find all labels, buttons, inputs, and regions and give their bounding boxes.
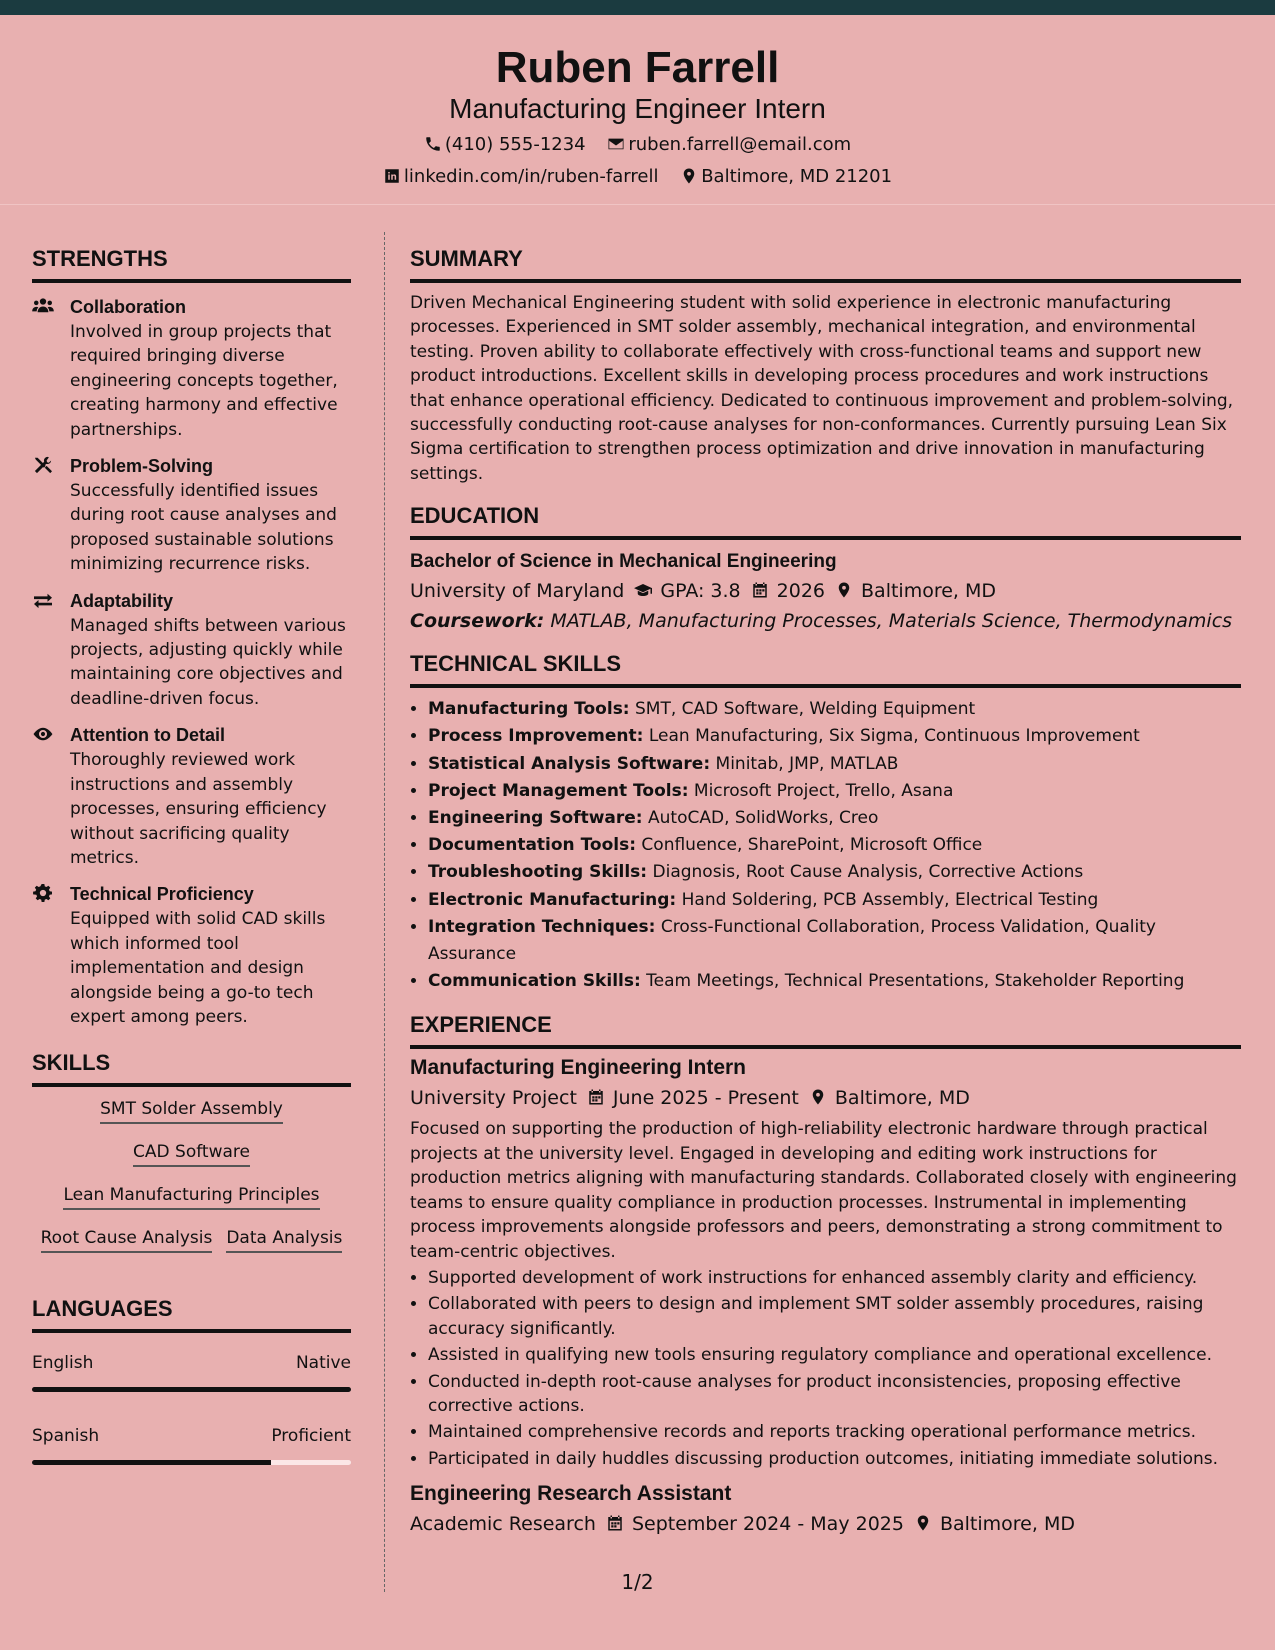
strength-title: Problem-Solving xyxy=(70,456,214,477)
skill-tag: SMT Solder Assembly xyxy=(100,1097,283,1124)
strength-title: Collaboration xyxy=(70,297,186,317)
technical-skills-heading: TECHNICAL SKILLS xyxy=(410,650,1241,688)
list-item: • Supported development of work instructions for enhanced assembly clarity and efficiency. xyxy=(428,1266,1241,1290)
language-level-fill xyxy=(32,1460,271,1465)
education-heading: EDUCATION xyxy=(410,502,1241,540)
language-item xyxy=(32,1351,351,1392)
skill-values: Minitab, JMP, MATLAB xyxy=(715,753,899,774)
coursework xyxy=(410,606,1241,636)
summary-heading: SUMMARY xyxy=(410,245,1241,283)
skill-category: Project Management Tools: xyxy=(428,780,689,801)
list-item xyxy=(428,751,1241,778)
list-item: • Conducted in-depth root-cause analyses for product inconsistencies, proposing effective corrective actions. xyxy=(428,1370,1241,1419)
strength-item xyxy=(32,882,351,1029)
tools-icon xyxy=(32,456,56,476)
calendar-icon xyxy=(606,1514,624,1532)
skill-category: Statistical Analysis Software: xyxy=(428,753,711,774)
technical-skills-list xyxy=(410,696,1241,995)
list-item xyxy=(428,832,1241,859)
right-column xyxy=(410,245,1241,1551)
strengths-heading: STRENGTHS xyxy=(32,245,351,283)
column-divider xyxy=(384,232,385,1592)
school-name: University of Maryland xyxy=(410,580,625,603)
coursework-label: Coursework: xyxy=(410,610,545,633)
summary-text: Driven Mechanical Engineering student with solid experience in electronic manufacturing processes. Experienced in SMT solder assembly, mechanical integration, and environmental testing. Proven ability to collaborate effectively with cross-functional teams and support new product introductions. Excellent skills in developing process procedures and work instructions that enhance operational efficiency. Dedicated to continuous improvement and problem-solving, successfully conducting root-cause analyses for non-conformances. Currently pursuing Lean Six Sigma certification to strengthen process optimization and drive innovation in manufacturing settings. xyxy=(410,293,1234,484)
list-item xyxy=(428,805,1241,832)
map-pin-icon xyxy=(914,1514,932,1532)
resume-header xyxy=(0,15,1275,205)
skill-tag: CAD Software xyxy=(133,1140,250,1167)
strength-item xyxy=(32,295,351,442)
job-bullets xyxy=(410,1266,1241,1471)
job-title: Engineering Research Assistant xyxy=(410,1482,732,1506)
phone-icon xyxy=(424,135,442,153)
map-pin-icon xyxy=(835,581,853,599)
summary-section xyxy=(410,245,1241,486)
job-entry xyxy=(410,1053,1241,1471)
strength-item xyxy=(32,723,351,870)
skill-values: Confluence, SharePoint, Microsoft Office xyxy=(641,835,983,856)
header-divider xyxy=(0,204,1275,205)
users-icon xyxy=(32,297,56,317)
skill-values: Hand Soldering, PCB Assembly, Electrical Testing xyxy=(681,889,1099,910)
list-item xyxy=(428,859,1241,886)
skill-values: Lean Manufacturing, Six Sigma, Continuous Improvement xyxy=(648,726,1140,747)
job-dates: September 2024 - May 2025 xyxy=(631,1513,904,1536)
left-column xyxy=(32,245,351,1497)
skill-values: Diagnosis, Root Cause Analysis, Corrective Actions xyxy=(652,862,1084,883)
strength-item xyxy=(32,454,351,577)
technical-skills-section xyxy=(410,650,1241,995)
skill-category: Manufacturing Tools: xyxy=(428,699,630,720)
list-item: • Maintained comprehensive records and reports tracking operational performance metrics. xyxy=(428,1420,1241,1444)
skill-category: Engineering Software: xyxy=(428,808,643,829)
linkedin-text: linkedin.com/in/ruben-farrell xyxy=(403,166,659,187)
job-location: Baltimore, MD xyxy=(939,1513,1075,1536)
job-meta xyxy=(410,1083,1241,1113)
education-section xyxy=(410,502,1241,636)
skill-values: Team Meetings, Technical Presentations, Stakeholder Reporting xyxy=(646,971,1185,992)
exchange-icon xyxy=(32,591,56,611)
job-org: University Project xyxy=(410,1087,577,1110)
email-text: ruben.farrell@email.com xyxy=(628,134,852,155)
strength-desc: Managed shifts between various projects, adjusting quickly while maintaining core objectives and deadline-driven focus. xyxy=(70,615,346,709)
candidate-title: Manufacturing Engineer Intern xyxy=(449,93,826,124)
education-meta xyxy=(410,576,1241,606)
location-text: Baltimore, MD 21201 xyxy=(701,166,893,187)
eye-icon xyxy=(32,725,56,745)
skill-values: Microsoft Project, Trello, Asana xyxy=(693,780,954,801)
skill-category: Documentation Tools: xyxy=(428,835,637,856)
phone-text: (410) 555-1234 xyxy=(444,134,586,155)
language-level-bar xyxy=(32,1387,351,1392)
contact-row-1 xyxy=(0,133,1275,157)
list-item xyxy=(428,968,1241,995)
calendar-icon xyxy=(587,1088,605,1106)
job-title: Manufacturing Engineering Intern xyxy=(410,1056,747,1080)
job-meta xyxy=(410,1509,1241,1539)
language-item xyxy=(32,1424,351,1465)
experience-heading: EXPERIENCE xyxy=(410,1011,1241,1049)
list-item xyxy=(428,914,1241,968)
page-number: 1/2 xyxy=(621,1570,654,1594)
strength-title: Attention to Detail xyxy=(70,725,225,746)
strength-desc: Involved in group projects that required bringing diverse engineering concepts together, creating harmony and effective partnerships. xyxy=(70,322,338,440)
skill-values: Cross-Functional Collaboration, Process Validation, Quality Assurance xyxy=(428,916,1156,965)
gear-icon xyxy=(32,884,56,904)
language-level: Native xyxy=(295,1353,351,1374)
top-bar xyxy=(0,0,1275,15)
skill-category: Troubleshooting Skills: xyxy=(428,862,648,883)
language-level-bar xyxy=(32,1460,351,1465)
experience-section xyxy=(410,1011,1241,1539)
list-item xyxy=(428,887,1241,914)
skill-category: Process Improvement: xyxy=(428,726,644,747)
linkedin-icon xyxy=(383,167,401,185)
list-item xyxy=(428,778,1241,805)
list-item: • Collaborated with peers to design and implement SMT solder assembly procedures, raising accuracy significantly. xyxy=(428,1292,1241,1341)
job-dates: June 2025 - Present xyxy=(612,1087,799,1110)
skill-tag: Data Analysis xyxy=(226,1226,342,1253)
language-name: English xyxy=(32,1353,94,1374)
coursework-list: MATLAB, Manufacturing Processes, Materials Science, Thermodynamics xyxy=(550,610,1233,633)
language-level: Proficient xyxy=(271,1426,351,1447)
skills-section xyxy=(32,1049,351,1263)
skill-category: Electronic Manufacturing: xyxy=(428,889,677,910)
strength-desc: Successfully identified issues during root cause analyses and proposed sustainable solutions minimizing recurrence risks. xyxy=(70,481,337,575)
job-location: Baltimore, MD xyxy=(834,1087,970,1110)
job-entry xyxy=(410,1479,1241,1539)
strength-title: Adaptability xyxy=(70,590,174,611)
calendar-icon xyxy=(751,581,769,599)
strengths-section xyxy=(32,245,351,1029)
gpa: GPA: 3.8 xyxy=(660,580,741,603)
job-org: Academic Research xyxy=(410,1513,596,1536)
skill-tag: Root Cause Analysis xyxy=(41,1226,213,1253)
list-item: • Assisted in qualifying new tools ensuring regulatory compliance and operational excellence. xyxy=(428,1343,1241,1367)
graduation-cap-icon xyxy=(634,581,652,599)
degree-title: Bachelor of Science in Mechanical Engineering xyxy=(410,551,837,573)
skill-tag: Lean Manufacturing Principles xyxy=(63,1183,319,1210)
skill-values: AutoCAD, SolidWorks, Creo xyxy=(648,808,879,829)
strength-item xyxy=(32,589,351,712)
education-location: Baltimore, MD xyxy=(861,580,997,603)
skills-list xyxy=(32,1091,351,1263)
location-contact xyxy=(680,166,892,187)
map-pin-icon xyxy=(809,1088,827,1106)
email-contact[interactable] xyxy=(607,134,851,155)
contact-row-2 xyxy=(0,165,1275,189)
candidate-name: Ruben Farrell xyxy=(495,43,780,92)
skill-values: SMT, CAD Software, Welding Equipment xyxy=(635,699,976,720)
list-item: • Participated in daily huddles discussing production outcomes, initiating immediate solutions. xyxy=(428,1447,1241,1471)
strength-desc: Equipped with solid CAD skills which informed tool implementation and design alongside being a go-to tech expert among peers. xyxy=(70,909,326,1027)
job-description: Focused on supporting the production of high-reliability electronic hardware through practical projects at the university level. Engaged in developing and editing work instructions for production metrics aligning with manufacturing standards. Collaborated closely with engineering teams to ensure quality compliance in production processes. Instrumental in implementing process improvements alongside professors and peers, demonstrating a strong commitment to team-centric objectives. xyxy=(410,1119,1237,1262)
list-item xyxy=(428,696,1241,723)
skill-category: Integration Techniques: xyxy=(428,916,656,937)
strength-desc: Thoroughly reviewed work instructions and assembly processes, ensuring efficiency without sacrificing quality metrics. xyxy=(70,750,327,868)
envelope-icon xyxy=(607,135,625,153)
phone-contact xyxy=(424,134,592,155)
map-pin-icon xyxy=(680,167,698,185)
skill-category: Communication Skills: xyxy=(428,971,641,992)
list-item xyxy=(428,723,1241,750)
linkedin-contact[interactable] xyxy=(383,166,664,187)
language-level-fill xyxy=(32,1387,351,1392)
strength-title: Technical Proficiency xyxy=(70,884,254,905)
language-name: Spanish xyxy=(32,1426,100,1447)
languages-heading: LANGUAGES xyxy=(32,1295,351,1333)
languages-section xyxy=(32,1295,351,1465)
skills-heading: SKILLS xyxy=(32,1049,351,1087)
graduation-year: 2026 xyxy=(776,580,826,603)
